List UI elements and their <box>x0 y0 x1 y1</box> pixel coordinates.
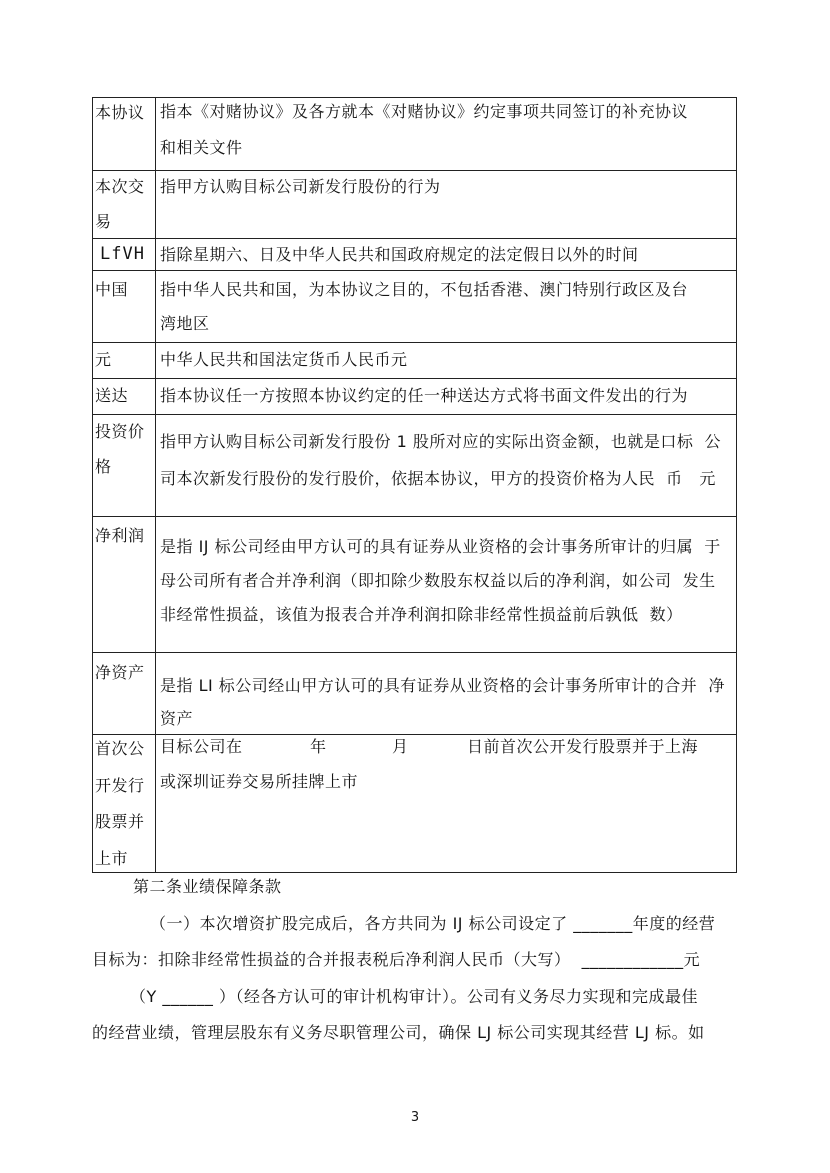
definition-line: 指除星期六、日及中华人民共和国政府规定的法定假日以外的时间 <box>160 245 639 264</box>
definition-line: 资产 <box>160 709 194 728</box>
definition-line: 是指 LI 标公司经山甲方认可的具有证券从业资格的会计事务所审计的合并 净 <box>160 676 725 695</box>
article-paragraph-line: （一）本次增资扩股完成后，各方共同为 IJ 标公司设定了 _______年度的经营 <box>150 914 716 933</box>
term-text <box>95 655 145 690</box>
definition-line: 指中华人民共和国，为本协议之目的，不包括香港、澳门特别行政区及台 <box>160 280 689 299</box>
term-text <box>95 95 145 130</box>
definition-cell <box>156 271 736 342</box>
table-row <box>93 379 736 415</box>
term-cell <box>93 415 156 516</box>
table-row <box>93 517 736 653</box>
page-number: 3 <box>410 1110 420 1125</box>
term-line: 投资价 <box>95 422 145 441</box>
term-cell <box>93 653 156 734</box>
term-line: 送达 <box>95 386 129 405</box>
term-cell <box>93 735 156 872</box>
term-cell <box>93 171 156 238</box>
table-row <box>93 343 736 379</box>
term-line: 格 <box>95 457 112 476</box>
definition-line: 指甲方认购目标公司新发行股份 1 股所对应的实际出资金额，也就是口标 公 <box>160 432 722 451</box>
definitions-table <box>92 97 737 873</box>
definition-line: 指本协议任一方按照本协议约定的任一种送达方式将书面文件发出的行为 <box>160 386 689 405</box>
term-line: 开发行 <box>95 775 145 795</box>
table-row <box>93 735 736 873</box>
table-row <box>93 415 736 517</box>
term-cell <box>93 343 156 378</box>
table-row <box>93 271 736 343</box>
term-line: 本协议 <box>95 103 145 122</box>
definition-cell <box>156 343 736 378</box>
definition-text <box>160 530 721 632</box>
term-cell <box>93 239 156 270</box>
article-paragraph-line: 的经营业绩，管理层股东有义务尽职管理公司，确保 LJ 标公司实现其经营 LJ 标。如 <box>92 1023 705 1042</box>
article-heading: 第二条业绩保障条款 <box>133 877 282 896</box>
definition-line: 是指 IJ 标公司经由甲方认可的具有证券从业资格的会计事务所审计的归属 于 <box>160 537 721 556</box>
term-cell <box>93 379 156 414</box>
table-row <box>93 653 736 735</box>
term-text <box>95 342 112 377</box>
definition-text <box>160 94 688 166</box>
table-row <box>93 239 736 271</box>
term-cell <box>93 98 156 170</box>
term-cell <box>93 517 156 652</box>
definition-text <box>160 239 639 270</box>
definition-cell <box>156 171 736 238</box>
definition-text <box>160 378 688 413</box>
table-row <box>93 98 736 171</box>
definition-line: 非经常性损益，该值为报表合并净利润扣除非经常性损益前后孰低 数） <box>160 605 683 624</box>
definition-line: 母公司所有者合并净利润（即扣除少数股东权益以后的净利润，如公司 发生 <box>160 571 716 590</box>
date-line-month: 月 <box>392 737 409 756</box>
definition-cell <box>156 735 736 872</box>
definition-line: 指本《对赌协议》及各方就本《对赌协议》约定事项共同签订的补充协议 <box>160 102 689 121</box>
definition-text <box>160 729 730 799</box>
term-text <box>95 272 128 307</box>
term-line: 中国 <box>95 280 129 299</box>
definition-line: 湾地区 <box>160 314 210 333</box>
article-paragraph-line: 目标为：扣除非经常性损益的合并报表税后净利润人民币（大写） ____________元 <box>92 950 701 969</box>
term-line: LfVH <box>100 244 145 264</box>
term-line: 元 <box>95 350 112 369</box>
term-line: 净利润 <box>95 526 145 545</box>
term-line: 上市 <box>95 848 129 868</box>
term-line: 易 <box>95 212 112 231</box>
definition-line: 指甲方认购目标公司新发行股份的行为 <box>160 177 441 196</box>
term-line: 首次公 <box>95 739 145 758</box>
definition-cell <box>156 517 736 652</box>
definition-text <box>160 273 688 341</box>
term-text <box>100 239 145 270</box>
definition-line: 中华人民共和国法定货币人民币元 <box>160 350 408 369</box>
term-line: 净资产 <box>95 663 145 682</box>
definition-cell <box>156 653 736 734</box>
date-line-prefix: 目标公司在 <box>160 737 243 756</box>
definition-cell <box>156 98 736 170</box>
definition-text <box>160 169 441 204</box>
term-line: 股票并 <box>95 812 145 831</box>
definition-text <box>160 423 721 497</box>
term-text <box>95 414 145 484</box>
definition-text <box>160 669 725 735</box>
term-text <box>95 378 128 413</box>
definition-line: 和相关文件 <box>160 138 243 157</box>
date-line-suffix: 日前首次公开发行股票并于上海 <box>467 737 699 756</box>
definition-cell <box>156 239 736 270</box>
definition-cell <box>156 379 736 414</box>
definition-line: 或深圳证券交易所挂牌上市 <box>160 772 359 791</box>
listing-date-line <box>160 729 730 764</box>
table-row <box>93 171 736 239</box>
term-text <box>95 169 145 239</box>
definition-cell <box>156 415 736 516</box>
date-line-year: 年 <box>310 737 327 756</box>
term-line: 本次交 <box>95 177 145 196</box>
article-paragraph-line: （Y ______ ）（经各方认可的审计机构审计）。公司有义务尽力实现和完成最佳 <box>130 987 698 1006</box>
term-text <box>95 731 145 877</box>
term-text <box>95 518 145 553</box>
definition-text <box>160 342 408 377</box>
definition-line: 司本次新发行股份的发行股价，依据本协议，甲方的投资价格为人民 币 元 <box>160 469 716 488</box>
term-cell <box>93 271 156 342</box>
